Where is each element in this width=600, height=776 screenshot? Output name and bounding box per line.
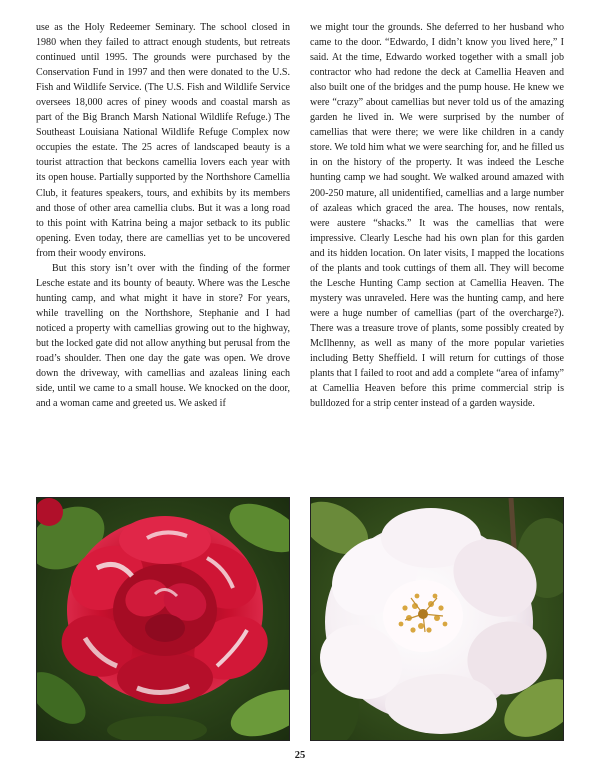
left-paragraph-1: use as the Holy Redeemer Seminary. The school closed in 1980 when they failed to attract enough students, but retreats continued until 1995. The grounds were purchased by the Conservation Fund in 1997 and then were donated to the U.S. Fish and Wildlife Service. (The U.S. Fish and Wildlife Service oversees 18,000 acres of piney woods and coastal marsh as part of the Big Branch Marsh National Wildlife Refuge.) The Southeast Louisiana National Wildlife Refuge Complex now occupies the estate. The 25 acres of landscaped beauty is a tourist attraction that beckons camellia lovers each year with its open house. Partially supported by the Northshore Camellia Club, it features speakers, tours, and exhibits by its members and those of other area camellia clubs. But it was a long road to this point with Katrina being a major setback to its public opening. Even today, there are camellias yet to be uncovered from their woody environs. — [36, 22, 290, 259]
right-paragraph-1: we might tour the grounds. She deferred to her husband who came to the door. “Edwardo, I didn’t know you lived here,” I said. At the time, Edwardo worked together with a small job contractor who had redone the deck at Camellia Heaven and also built one of the bridges and the pump house. He knew we were “crazy” about camellias but never told us of the amazing garden he lived in. We were surprised by the number of camellias that were there; we were like children in a candy store. We told him what we were searching for, and he filled us in on the history of the property. It was indeed the Lesche hunting camp we had sought. We walked around amazed with 200-250 mature, all unidentified, camellias and a large number of azaleas which graced the area. The houses, now rentals, were austere “shacks.” It was the camellias that were impressive. Clearly Lesche had his own plan for this garden and its hidden location. On later visits, I mapped the locations of the plants and took cuttings of them all. They will become the Lesche Hunting Camp section at Camellia Heaven. The mystery was unraveled. Here was the hunting camp, and here were a huge number of camellias (part of the overcharge?). There was a treasure trove of plants, some possibly created by McIlhenny, as well as many of the more popular varieties including Betty Sheffield. I will return for cuttings of those plants that I failed to root and add a complete “area of infamy” at Camellia Heaven before this prime commercial strip is bulldozed for a strip center instead of a garden wayside. — [310, 22, 564, 410]
left-text-column — [36, 20, 290, 411]
left-paragraph-2: But this story isn’t over with the finding of the former Lesche estate and its bounty of beauty. Where was the Lesche hunting camp, and what might it have in store? For years, while travelling on the Northshore, Stephanie and I had noticed a property with camellias growing out to the highway, but the locked gate did not allow anything but perusal from the road’s shoulder. Then one day the gate was open. We drove down the driveway, with camellias and azaleas lining each side, until we came to a small house. We knocked on the door, and a woman came and greeted us. We asked if — [36, 262, 290, 410]
page-number: 25 — [294, 750, 306, 761]
red-white-camellia-photo — [36, 497, 290, 741]
right-text-column — [310, 20, 564, 411]
white-camellia-photo — [310, 497, 564, 741]
